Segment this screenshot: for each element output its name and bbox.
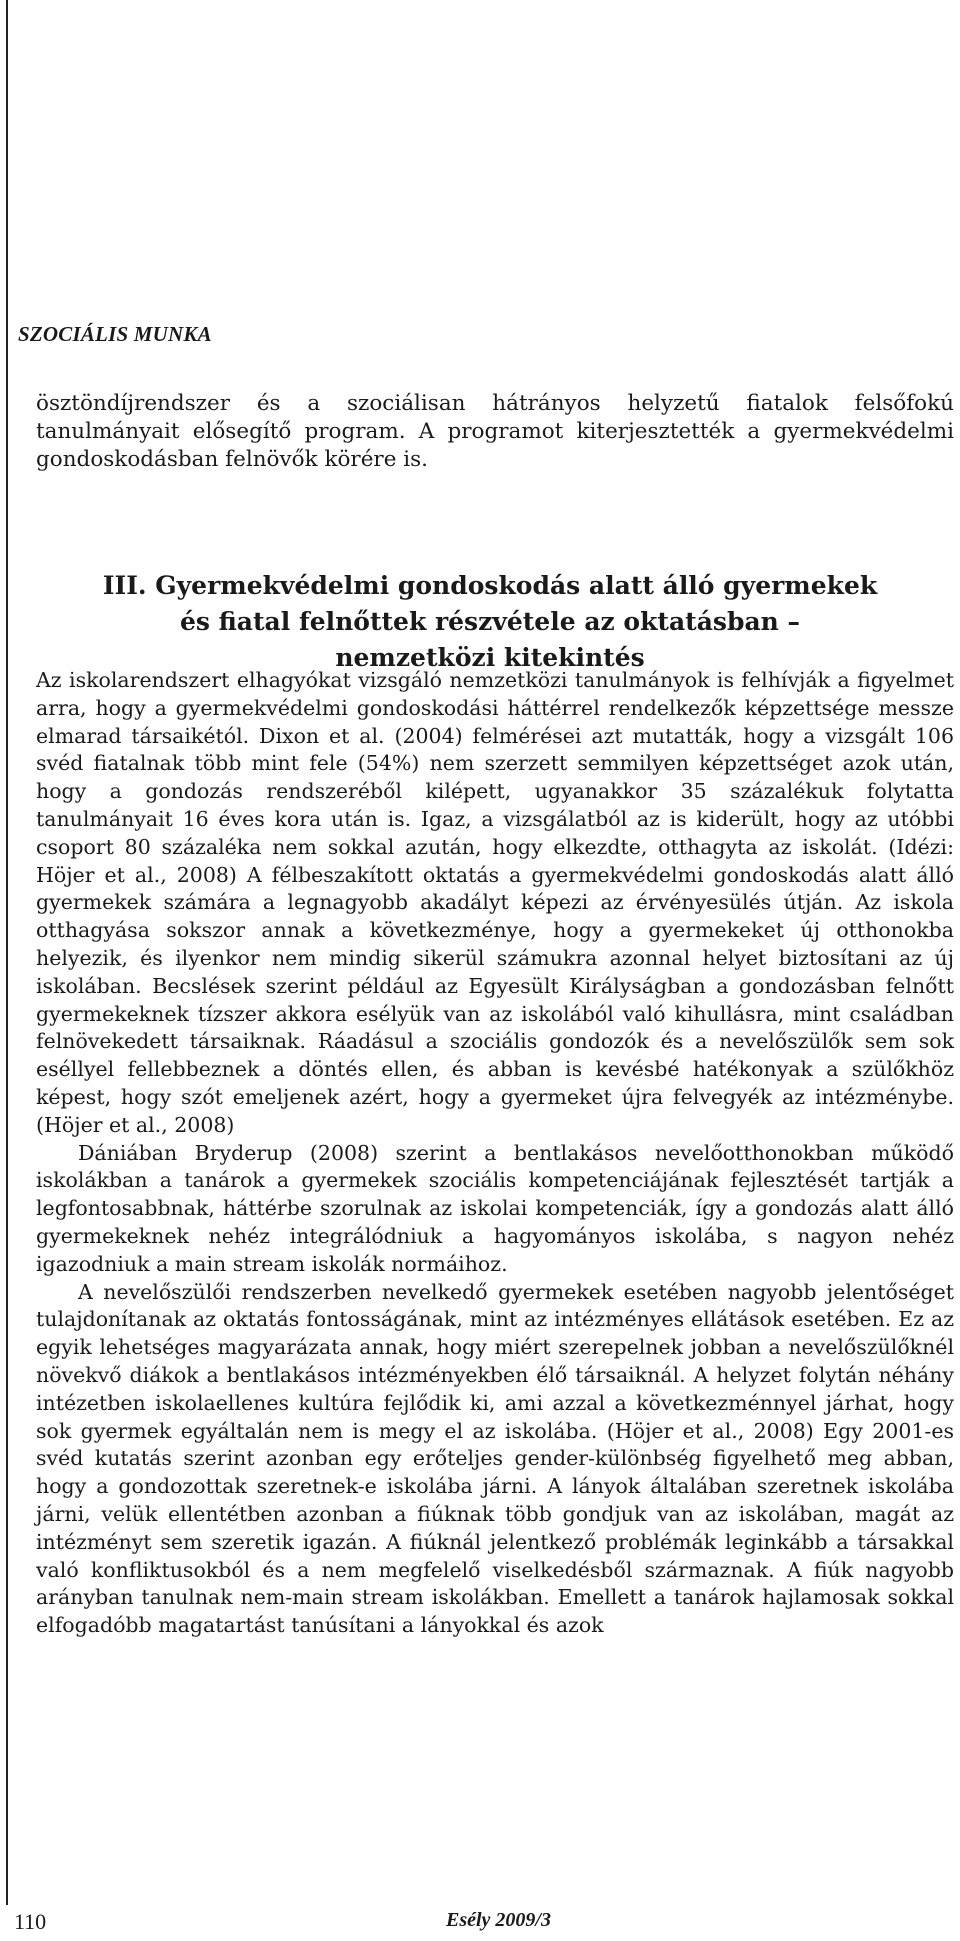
heading-line-3: nemzetközi kitekintés	[335, 643, 645, 672]
journal-footer: Esély 2009/3	[446, 1909, 551, 1931]
page-number: 110	[14, 1909, 47, 1934]
body-paragraph-2: Dániában Bryderup (2008) szerint a bentlakásos nevelőotthonokban működő iskolákban a tanárok a gyermekek szociális kompetenciájának fejlesztését tartják a legfontosabbnak, háttérbe szorulnak az iskolai kompetenciák, így a gondozás alatt álló gyermekeknek nehéz integrálódniuk a hagyományos iskolába, s nagyon nehéz igazodniuk a main stream iskolák normáihoz.	[36, 1140, 954, 1276]
heading-line-1: III. Gyermekvédelmi gondoskodás alatt álló gyermekek	[102, 571, 878, 600]
body-paragraph-3: A nevelőszülői rendszerben nevelkedő gyermekek esetében nagyobb jelentőséget tulajdonítanak az oktatás fontosságának, mint az intézményes ellátások esetében. Ez az egyik lehetséges magyarázata annak, hogy miért szerepelnek jobban a nevelőszülőknél növekvő diákok a bentlakásos intézményekben élő társaiknál. A helyzet folytán néhány intézetben iskolaellenes kultúra fejlődik ki, ami azzal a következménnyel járhat, hogy sok gyermek egyáltalán nem is megy el az iskolába. (Höjer et al., 2008) Egy 2001-es svéd kutatás szerint azonban egy erőteljes gender-különbség figyelhető meg abban, hogy a gondozottak szeretnek-e iskolába járni. A lányok általában szeretnek iskolába járni, velük ellentétben azonban a fiúknak több gondjuk van az iskolában, magát az intézményt sem szeretik igazán. A fiúknál jelentkező problémák leginkább a társakkal való konfliktusokból és a nem megfelelő viselkedésből származnak. A fiúk nagyobb arányban tanulnak nem-main stream iskolákban. Emellett a tanárok hajlamosak sokkal elfogadóbb magatartást tanúsítani a lányokkal és azok	[36, 1279, 954, 1638]
body-text	[36, 667, 954, 1640]
chapter-heading	[100, 568, 880, 676]
continuation-paragraph: ösztöndíjrendszer és a szociálisan hátrányos helyzetű fiatalok felsőfokú tanulmányait elősegítő program. A programot kiterjesztették a gyermekvédelmi gondoskodásban felnövők körére is.	[36, 391, 954, 472]
section-label: SZOCIÁLIS MUNKA	[18, 322, 212, 346]
page-margin-rule	[6, 0, 8, 1905]
heading-line-2: és fiatal felnőttek részvétele az oktatásban –	[179, 607, 801, 636]
body-paragraph-1: Az iskolarendszert elhagyókat vizsgáló nemzetközi tanulmányok is felhívják a figyelmet arra, hogy a gyermekvédelmi gondoskodási háttérrel rendelkezők képzettsége messze elmarad társaikétól. Dixon et al. (2004) felmérései azt mutatták, hogy a vizsgált 106 svéd fiatalnak több mint fele (54%) nem szerzett semmilyen képzettséget azok után, hogy a gondozás rendszeréből kilépett, ugyanakkor 35 százalékuk folytatta tanulmányait 16 éves kora után is. Igaz, a vizsgálatból az is kiderült, hogy az utóbbi csoport 80 százaléka nem sokkal azután, hogy elkezdte, otthagyta az iskolát. (Idézi: Höjer et al., 2008) A félbeszakított oktatás a gyermekvédelmi gondoskodás alatt álló gyermekek számára a legnagyobb akadályt képezi az érvényesülés útján. Az iskola otthagyása sokszor annak a következménye, hogy a gyermekeket új otthonokba helyezik, és ilyenkor nem mindig sikerül számukra azonnal helyet biztosítani az új iskolában. Becslések szerint például az Egyesült Királyságban a gondozásban felnőtt gyermekeknek tízszer akkora esélyük van az iskolából való kihullásra, mint családban felnövekedett társaiknak. Ráadásul a szociális gondozók és a nevelőszülők sem sok eséllyel fellebbeznek a döntés ellen, és abban is kevésbé hatékonyak a szülőkhöz képest, hogy szót emeljenek azért, hogy a gyermeket újra felvegyék az intézménybe. (Höjer et al., 2008)	[36, 668, 954, 1137]
